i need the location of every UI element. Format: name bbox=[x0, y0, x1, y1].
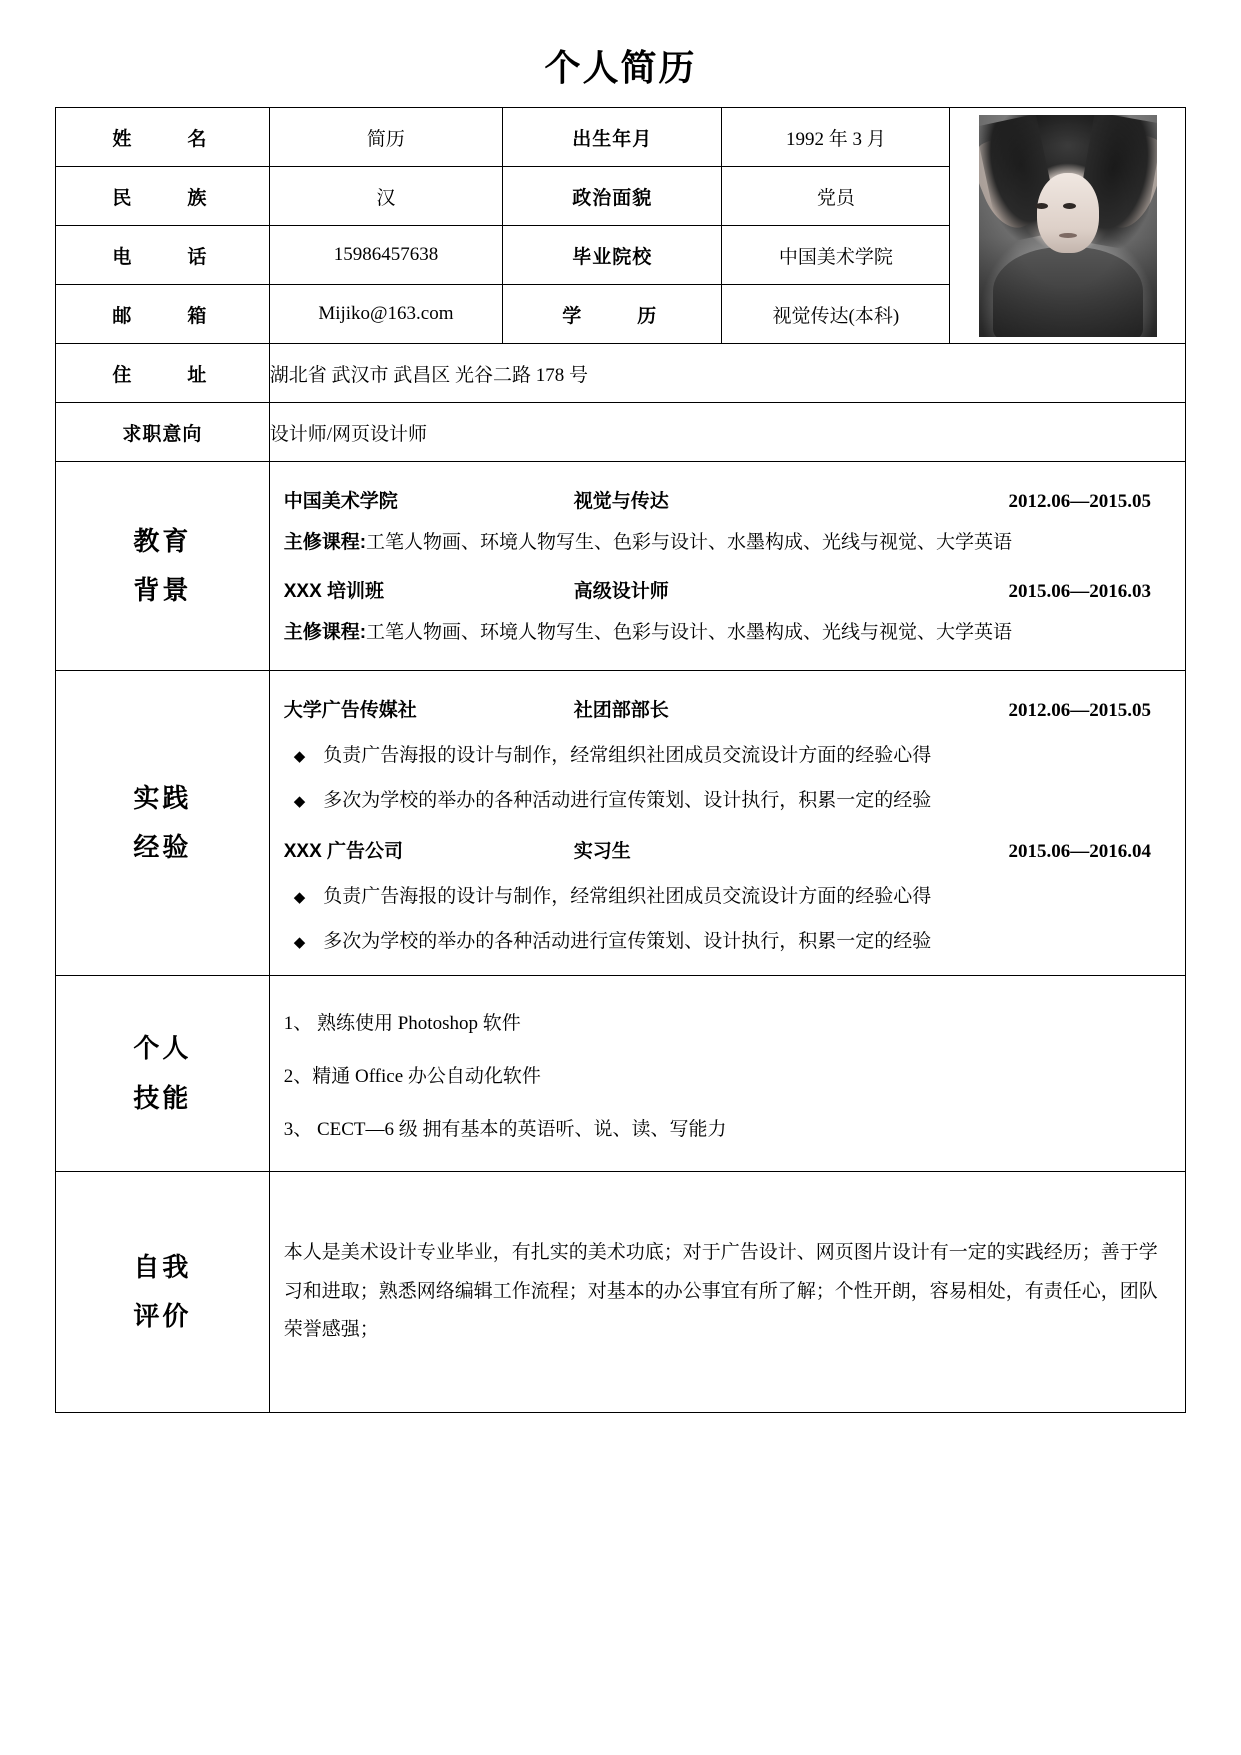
resume-table bbox=[55, 107, 1186, 1413]
diamond-bullet-icon: ◆ bbox=[293, 935, 306, 951]
practice-bullet-text: 负责广告海报的设计与制作，经常组织社团成员交流设计方面的经验心得 bbox=[323, 745, 932, 766]
practice-date: 2015.06—2016.04 bbox=[1008, 841, 1151, 862]
table-row bbox=[56, 403, 1186, 462]
education-courses-value: 工笔人物画、环境人物写生、色彩与设计、水墨构成、光线与视觉、大学英语 bbox=[366, 622, 1013, 643]
name-label: 姓 名 bbox=[56, 108, 270, 167]
skills-section-label bbox=[56, 976, 270, 1172]
diamond-bullet-icon: ◆ bbox=[293, 890, 306, 906]
evaluation-section-label-line2: 评价 bbox=[133, 1301, 192, 1331]
list-item: 2、精通 Office 办公自动化软件 bbox=[283, 1066, 541, 1087]
practice-date: 2012.06—2015.05 bbox=[1008, 700, 1151, 721]
email-label: 邮 箱 bbox=[56, 285, 270, 344]
list-item: 1、 熟练使用 Photoshop 软件 bbox=[283, 1013, 521, 1034]
education-section-content bbox=[269, 462, 1185, 671]
education-courses-value: 工笔人物画、环境人物写生、色彩与设计、水墨构成、光线与视觉、大学英语 bbox=[366, 532, 1013, 553]
practice-bullet-text: 负责广告海报的设计与制作，经常组织社团成员交流设计方面的经验心得 bbox=[323, 886, 932, 907]
education-section-label bbox=[56, 462, 270, 671]
intent-value: 设计师/网页设计师 bbox=[269, 403, 1185, 462]
table-row bbox=[56, 976, 1186, 1172]
birth-value: 1992 年 3 月 bbox=[722, 108, 950, 167]
email-value: Mijiko@163.com bbox=[269, 285, 502, 344]
table-row bbox=[56, 344, 1186, 403]
list-item bbox=[270, 775, 1185, 820]
practice-bullet-text: 多次为学校的举办的各种活动进行宣传策划、设计执行，积累一定的经验 bbox=[323, 931, 932, 952]
education-date: 2015.06—2016.03 bbox=[1008, 581, 1151, 602]
page-title: 个人简历 bbox=[544, 47, 697, 88]
practice-section-label-line1: 实践 bbox=[133, 782, 192, 813]
practice-role: 社团部部长 bbox=[573, 700, 669, 721]
evaluation-section-label-line1: 自我 bbox=[133, 1251, 192, 1282]
political-label: 政治面貌 bbox=[503, 167, 722, 226]
list-item bbox=[270, 916, 1185, 961]
birth-label: 出生年月 bbox=[503, 108, 722, 167]
education-org: XXX 培训班 bbox=[283, 581, 385, 602]
table-row bbox=[56, 671, 1186, 976]
table-row bbox=[56, 108, 1186, 167]
photo-cell bbox=[950, 108, 1186, 344]
name-value: 简历 bbox=[269, 108, 502, 167]
skills-section-label-line2: 技能 bbox=[133, 1082, 192, 1113]
education-entry-header bbox=[270, 566, 1185, 611]
ethnicity-label: 民 族 bbox=[56, 167, 270, 226]
education-date: 2012.06—2015.05 bbox=[1008, 491, 1151, 512]
education-entry-header bbox=[270, 476, 1185, 521]
education-courses bbox=[270, 521, 1185, 566]
list-item bbox=[270, 730, 1185, 775]
evaluation-section-label bbox=[56, 1172, 270, 1413]
table-row bbox=[56, 462, 1186, 671]
address-label: 住 址 bbox=[56, 344, 270, 403]
education-value: 视觉传达(本科) bbox=[722, 285, 950, 344]
table-row bbox=[56, 1172, 1186, 1413]
phone-value: 15986457638 bbox=[269, 226, 502, 285]
diamond-bullet-icon: ◆ bbox=[293, 749, 306, 765]
practice-section-label-line2: 经验 bbox=[133, 832, 192, 862]
practice-role: 实习生 bbox=[573, 841, 631, 862]
education-org: 中国美术学院 bbox=[283, 491, 398, 512]
practice-entry-header bbox=[270, 820, 1185, 871]
education-courses-label: 主修课程: bbox=[283, 622, 367, 643]
school-label: 毕业院校 bbox=[503, 226, 722, 285]
education-courses bbox=[270, 611, 1185, 656]
diamond-bullet-icon: ◆ bbox=[293, 794, 306, 810]
education-label: 学 历 bbox=[503, 285, 722, 344]
practice-bullet-text: 多次为学校的举办的各种活动进行宣传策划、设计执行，积累一定的经验 bbox=[323, 790, 932, 811]
education-section-label-line2: 背景 bbox=[133, 575, 192, 605]
evaluation-section-content bbox=[269, 1172, 1185, 1413]
phone-label: 电 话 bbox=[56, 226, 270, 285]
ethnicity-value: 汉 bbox=[269, 167, 502, 226]
skills-section-content bbox=[269, 976, 1185, 1172]
education-section-label-line1: 教育 bbox=[133, 525, 192, 556]
political-value: 党员 bbox=[722, 167, 950, 226]
practice-section-label bbox=[56, 671, 270, 976]
intent-label: 求职意向 bbox=[56, 403, 270, 462]
evaluation-text: 本人是美术设计专业毕业，有扎实的美术功底；对于广告设计、网页图片设计有一定的实践经历；善于学习和进取；熟悉网络编辑工作流程；对基本的办公事宜有所了解；个性开朗，容易相处，有责任心，团队荣誉感强； bbox=[283, 1241, 1158, 1341]
practice-entry-header bbox=[270, 685, 1185, 730]
education-role: 视觉与传达 bbox=[573, 491, 669, 512]
practice-org: XXX 广告公司 bbox=[283, 841, 404, 862]
skills-section-label-line1: 个人 bbox=[133, 1033, 192, 1064]
photo-vignette bbox=[979, 115, 1157, 337]
practice-org: 大学广告传媒社 bbox=[283, 700, 417, 721]
education-role: 高级设计师 bbox=[573, 581, 669, 602]
avatar bbox=[979, 115, 1157, 337]
list-item: 3、 CECT—6 级 拥有基本的英语听、说、读、写能力 bbox=[283, 1119, 727, 1140]
practice-section-content bbox=[269, 671, 1185, 976]
education-courses-label: 主修课程: bbox=[283, 532, 367, 553]
school-value: 中国美术学院 bbox=[722, 226, 950, 285]
list-item bbox=[270, 871, 1185, 916]
address-value: 湖北省 武汉市 武昌区 光谷二路 178 号 bbox=[269, 344, 1185, 403]
